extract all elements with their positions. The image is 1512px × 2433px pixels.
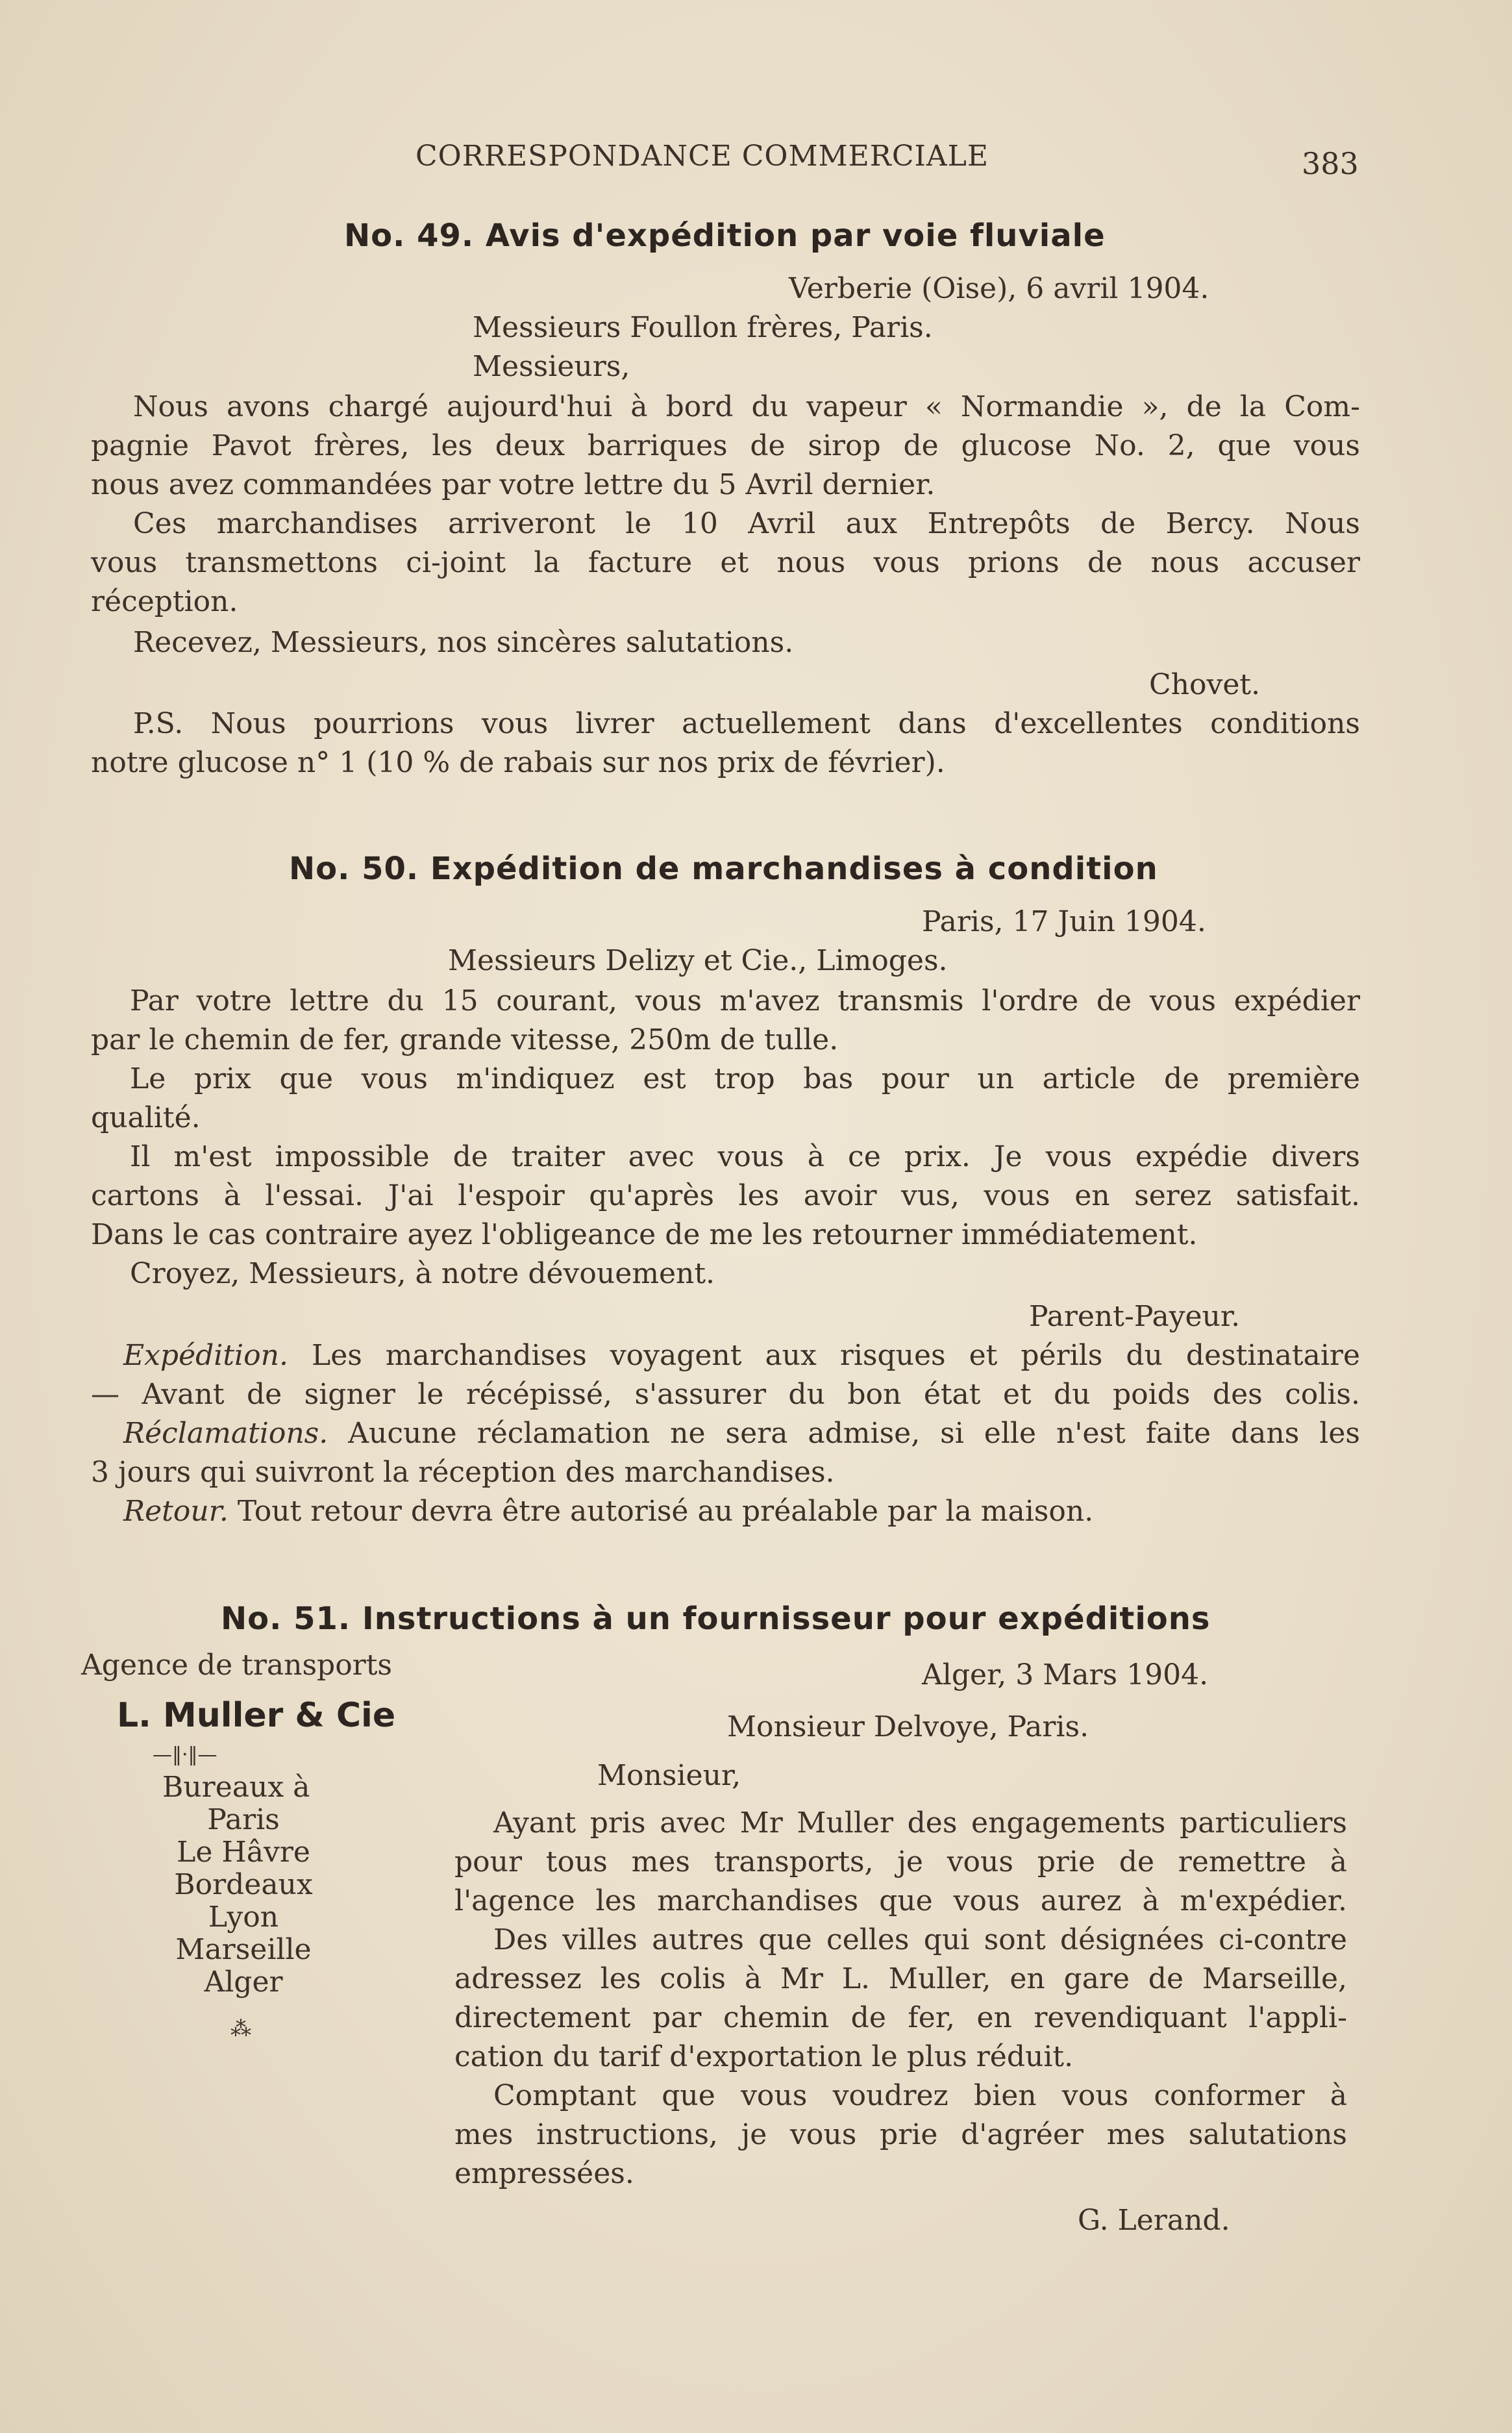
letter-51-line-5: adressez les colis à Mr L. Muller, en gare de Marseille, [454, 1962, 1347, 1995]
letter-51-signature: G. Lerand. [1078, 2204, 1230, 2237]
letter-49-line-4: Ces marchandises arriveront le 10 Avril aux Entrepôts de Bercy. Nous [133, 507, 1360, 540]
letter-49-signature: Chovet. [1149, 668, 1261, 701]
letter-50-line-3: Le prix que vous m'indiquez est trop bas pour un article de première [130, 1062, 1360, 1095]
letter-50-signature: Parent-Payeur. [1029, 1300, 1241, 1333]
letter-49-ps-line-1: P.S. Nous pourrions vous livrer actuellement dans d'excellentes conditions [133, 707, 1360, 740]
letter-49-addressee: Messieurs Foullon frères, Paris. [473, 311, 933, 344]
letter-51-line-10: empressées. [454, 2157, 634, 2190]
letter-49-line-6: réception. [91, 585, 238, 618]
letter-51-line-1: Ayant pris avec Mr Muller des engagements particuliers [493, 1806, 1347, 1840]
letter-51-line-3: l'agence les marchandises que vous aurez à m'expédier. [454, 1884, 1347, 1917]
letter-49-line-7: Recevez, Messieurs, nos sincères salutations. [133, 626, 794, 659]
letter-50-line-8: Croyez, Messieurs, à notre dévouement. [130, 1257, 715, 1290]
note-text: Les marchandises voyagent aux risques et périls du destinataire [311, 1339, 1360, 1372]
letter-51-line-2: pour tous mes transports, je vous prie de remettre à [454, 1845, 1347, 1878]
company-name: L. Muller & Cie [117, 1696, 396, 1735]
letter-50-note-line-4: 3 jours qui suivront la réception des marchandises. [91, 1456, 835, 1489]
letter-49-line-1: Nous avons chargé aujourd'hui à bord du vapeur « Normandie », de la Com- [133, 390, 1360, 423]
letter-50-place-date: Paris, 17 Juin 1904. [922, 905, 1206, 938]
office-paris: Paris [207, 1803, 280, 1836]
letter-49-salutation: Messieurs, [473, 350, 630, 383]
letter-50-addressee: Messieurs Delizy et Cie., Limoges. [448, 944, 948, 977]
letter-51-salutation: Monsieur, [597, 1759, 741, 1792]
offices-label: Bureaux à [162, 1771, 310, 1804]
fleuron-icon: ⁂ [230, 2016, 251, 2041]
letter-50-line-1: Par votre lettre du 15 courant, vous m'avez transmis l'ordre de vous expédier [130, 984, 1360, 1017]
letter-51-line-8: Comptant que vous voudrez bien vous conformer à [493, 2079, 1347, 2112]
ornament: —‖·‖— [153, 1743, 217, 1766]
letter-49-ps-line-2: notre glucose n° 1 (10 % de rabais sur nos prix de février). [91, 746, 945, 779]
letter-49-line-5: vous transmettons ci-joint la facture et nous vous prions de nous accuser [91, 546, 1360, 579]
agency-label: Agence de transports [81, 1649, 392, 1682]
letter-49-heading: No. 49. Avis d'expédition par voie fluviale [344, 218, 1106, 254]
letter-50-note-line-2: — Avant de signer le récépissé, s'assurer du bon état et du poids des colis. [91, 1378, 1360, 1411]
letter-51-line-7: cation du tarif d'exportation le plus réduit. [454, 2040, 1074, 2073]
letter-50-note-reclamations [123, 1414, 1360, 1453]
letter-51-line-6: directement par chemin de fer, en revendiquant l'appli- [454, 2001, 1347, 2034]
letter-51-addressee: Monsieur Delvoye, Paris. [727, 1710, 1089, 1743]
letter-51-place-date: Alger, 3 Mars 1904. [922, 1658, 1209, 1691]
note-text: Aucune réclamation ne sera admise, si elle n'est faite dans les [348, 1417, 1360, 1450]
letter-51-line-4: Des villes autres que celles qui sont désignées ci-contre [493, 1923, 1347, 1956]
note-label: Expédition. [123, 1339, 288, 1372]
letter-50-line-6: cartons à l'essai. J'ai l'espoir qu'après les avoir vus, vous en serez satisfait. [91, 1179, 1360, 1212]
office-marseille: Marseille [175, 1933, 312, 1966]
office-bordeaux: Bordeaux [174, 1868, 313, 1901]
office-alger: Alger [204, 1965, 283, 1999]
letter-49-line-3: nous avez commandées par votre lettre du 5 Avril dernier. [91, 468, 936, 501]
office-lyon: Lyon [208, 1901, 279, 1934]
letter-49-place-date: Verberie (Oise), 6 avril 1904. [789, 272, 1209, 305]
note-label: Réclamations. [123, 1417, 328, 1450]
page-number: 383 [1302, 146, 1359, 181]
letter-50-line-7: Dans le cas contraire ayez l'obligeance de me les retourner immédiatement. [91, 1218, 1198, 1251]
letter-50-line-4: qualité. [91, 1101, 201, 1134]
letter-50-heading: No. 50. Expédition de marchandises à condition [289, 851, 1158, 887]
letter-50-note-expedition [123, 1336, 1360, 1375]
letter-49-line-2: pagnie Pavot frères, les deux barriques de sirop de glucose No. 2, que vous [91, 429, 1360, 462]
offices-list [162, 1804, 325, 1999]
letter-50-line-5: Il m'est impossible de traiter avec vous à ce prix. Je vous expédie divers [130, 1140, 1360, 1173]
note-text: Tout retour devra être autorisé au préalable par la maison. [237, 1495, 1094, 1528]
office-le-havre: Le Hâvre [177, 1836, 310, 1869]
letter-51-line-9: mes instructions, je vous prie d'agréer mes salutations [454, 2118, 1347, 2151]
note-label: Retour. [123, 1495, 229, 1528]
letter-51-heading: No. 51. Instructions à un fournisseur pour expéditions [221, 1601, 1211, 1637]
letter-50-line-2: par le chemin de fer, grande vitesse, 250m de tulle. [91, 1023, 839, 1056]
letter-50-note-retour [123, 1492, 1093, 1531]
running-title: CORRESPONDANCE COMMERCIALE [415, 140, 989, 173]
